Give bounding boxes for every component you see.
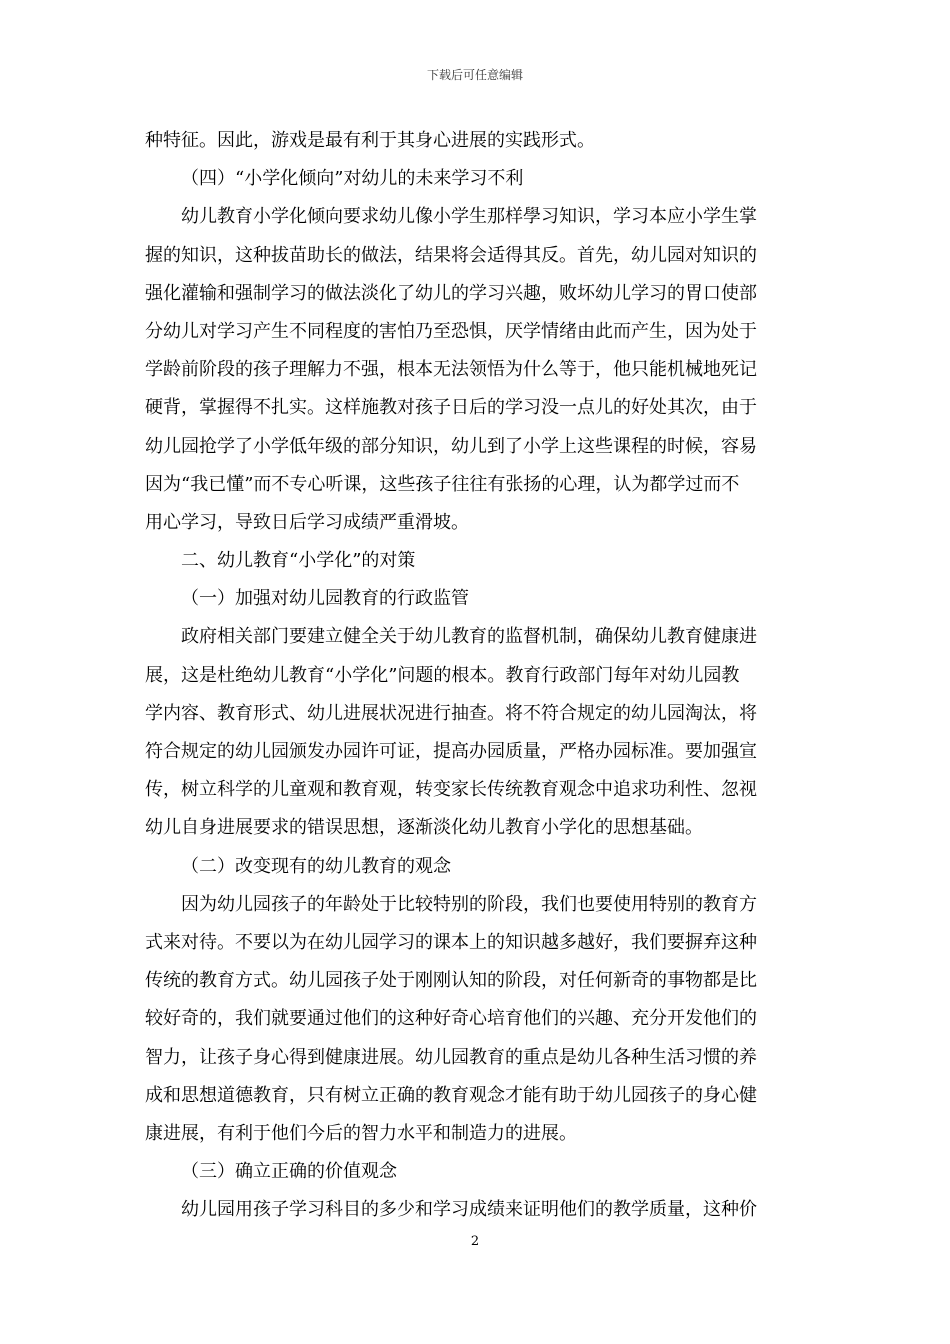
page-number: 2 [470,1234,480,1249]
text-line: （四）“小学化倾向”对幼儿的未来学习不利 [181,168,524,190]
text-line: 智力，让孩子身心得到健康进展。幼儿园教育的重点是幼儿各种生活习惯的养 [145,1046,757,1068]
text-line: 康进展，有利于他们今后的智力水平和制造力的进展。 [145,1122,577,1144]
text-line: （二）改变现有的幼儿教育的观念 [181,855,451,877]
text-line: 传，树立科学的儿童观和教育观，转变家长传统教育观念中追求功利性、忽视 [145,779,757,801]
text-line: 较好奇的，我们就要通过他们的这种好奇心培育他们的兴趣、充分开发他们的 [145,1008,757,1030]
text-line: 种特征。因此，游戏是最有利于其身心进展的实践形式。 [145,130,595,151]
text-line: 学内容、教育形式、幼儿进展状况进行抽查。将不符合规定的幼儿园淘汰，将 [145,702,757,724]
page-header: 下载后可任意编辑 [426,68,523,82]
text-line: 式来对待。不要以为在幼儿园学习的课本上的知识越多越好，我们要摒弃这种 [145,931,757,953]
text-line: 因为幼儿园孩子的年龄处于比较特别的阶段，我们也要使用特别的教育方 [181,893,757,915]
text-line: 展，这是杜绝幼儿教育“小学化”问题的根本。教育行政部门每年对幼儿园教 [145,664,740,686]
text-line: 幼儿园用孩子学习科目的多少和学习成绩来证明他们的教学质量，这种价 [181,1199,757,1221]
text-line: （三）确立正确的价值观念 [181,1161,397,1183]
text-line: （一）加强对幼儿园教育的行政监管 [181,588,469,610]
text-line: 二、幼儿教育“小学化”的对策 [181,550,416,572]
text-line: 政府相关部门要建立健全关于幼儿教育的监督机制，确保幼儿教育健康进 [181,626,757,648]
text-line: 幼儿自身进展要求的错误思想，逐渐淡化幼儿教育小学化的思想基础。 [145,817,703,839]
text-line: 用心学习，导致日后学习成绩严重滑坡。 [145,511,469,533]
text-line: 握的知识，这种拔苗助长的做法，结果将会适得其反。首先，幼儿园对知识的 [145,244,757,266]
text-line: 幼儿园抢学了小学低年级的部分知识，幼儿到了小学上这些课程的时候，容易 [145,435,757,457]
text-line: 因为“我已懂”而不专心听课，这些孩子往往有张扬的心理，认为都学过而不 [145,473,740,495]
text-line: 强化灌输和强制学习的做法淡化了幼儿的学习兴趣，败坏幼儿学习的胃口使部 [145,282,757,304]
text-line: 学龄前阶段的孩子理解力不强，根本无法领悟为什么等于，他只能机械地死记 [145,359,757,381]
text-line: 符合规定的幼儿园颁发办园许可证，提高办园质量，严格办园标准。要加强宣 [145,741,757,762]
text-line: 硬背，掌握得不扎实。这样施教对孩子日后的学习没一点儿的好处其次，由于 [145,397,757,419]
text-line: 分幼儿对学习产生不同程度的害怕乃至恐惧，厌学情绪由此而产生，因为处于 [145,320,757,342]
text-line: 幼儿教育小学化倾向要求幼儿像小学生那样學习知识，学习本应小学生掌 [181,206,757,228]
text-line: 传统的教育方式。幼儿园孩子处于刚刚认知的阶段，对任何新奇的事物都是比 [145,970,757,992]
document-body [145,122,807,1229]
text-line: 成和思想道德教育，只有树立正确的教育观念才能有助于幼儿园孩子的身心健 [145,1084,757,1106]
